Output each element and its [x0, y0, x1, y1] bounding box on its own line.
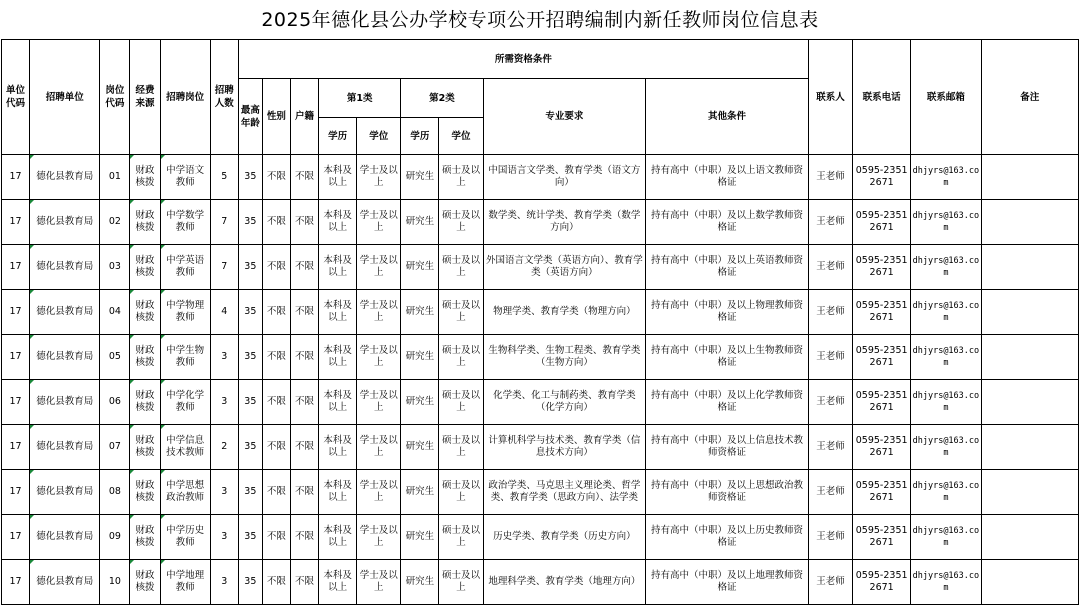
header-other: 其他条件 — [646, 79, 809, 155]
cell-email: dhjyrs@163.com — [911, 200, 981, 245]
header-gender: 性别 — [262, 79, 290, 155]
table-row — [2, 290, 1079, 335]
cell-phone: 0595-23512671 — [853, 335, 911, 380]
cell-contact: 王老师 — [808, 425, 852, 470]
cell-contact: 王老师 — [808, 155, 852, 200]
cell-remark — [981, 200, 1079, 245]
table-row — [2, 560, 1079, 605]
cell-edu1: 本科及以上 — [319, 290, 357, 335]
cell-count: 2 — [210, 425, 238, 470]
header-hukou: 户籍 — [290, 79, 318, 155]
table-row — [2, 470, 1079, 515]
cell-remark — [981, 335, 1079, 380]
cell-contact: 王老师 — [808, 245, 852, 290]
cell-deg2: 硕士及以上 — [439, 425, 483, 470]
cell-post-code: 01 — [100, 155, 130, 200]
cell-unit: 德化县教育局 — [30, 560, 100, 605]
cell-remark — [981, 515, 1079, 560]
table-row — [2, 200, 1079, 245]
cell-gender: 不限 — [262, 380, 290, 425]
header-major: 专业要求 — [483, 79, 646, 155]
cell-hukou: 不限 — [290, 155, 318, 200]
cell-other: 持有高中（中职）及以上语文教师资格证 — [646, 155, 809, 200]
header-cat1-degree: 学位 — [357, 118, 401, 155]
table-row — [2, 335, 1079, 380]
cell-hukou: 不限 — [290, 245, 318, 290]
cell-other: 持有高中（中职）及以上化学教师资格证 — [646, 380, 809, 425]
cell-deg2: 硕士及以上 — [439, 290, 483, 335]
cell-edu1: 本科及以上 — [319, 380, 357, 425]
cell-email: dhjyrs@163.com — [911, 335, 981, 380]
cell-age: 35 — [238, 425, 262, 470]
cell-unit: 德化县教育局 — [30, 245, 100, 290]
cell-gender: 不限 — [262, 425, 290, 470]
cell-post: 中学地理教师 — [160, 560, 210, 605]
cell-age: 35 — [238, 560, 262, 605]
cell-deg1: 学士及以上 — [357, 380, 401, 425]
cell-major: 计算机科学与技术类、教育学类（信息技术方向） — [483, 425, 646, 470]
cell-deg2: 硕士及以上 — [439, 560, 483, 605]
header-unit-code: 单位代码 — [2, 40, 30, 155]
header-cat1-education: 学历 — [319, 118, 357, 155]
cell-hukou: 不限 — [290, 200, 318, 245]
cell-phone: 0595-23512671 — [853, 380, 911, 425]
cell-major: 化学类、化工与制药类、教育学类（化学方向） — [483, 380, 646, 425]
cell-post: 中学语文教师 — [160, 155, 210, 200]
cell-edu1: 本科及以上 — [319, 560, 357, 605]
cell-count: 3 — [210, 560, 238, 605]
cell-major: 数学类、统计学类、教育学类（数学方向） — [483, 200, 646, 245]
cell-edu2: 研究生 — [401, 245, 439, 290]
cell-age: 35 — [238, 290, 262, 335]
cell-edu2: 研究生 — [401, 335, 439, 380]
header-requirements: 所需资格条件 — [238, 40, 808, 79]
cell-hukou: 不限 — [290, 290, 318, 335]
cell-post-code: 08 — [100, 470, 130, 515]
cell-funding: 财政核拨 — [130, 155, 160, 200]
cell-unit-code: 17 — [2, 335, 30, 380]
cell-deg1: 学士及以上 — [357, 425, 401, 470]
cell-post: 中学生物教师 — [160, 335, 210, 380]
cell-other: 持有高中（中职）及以上历史教师资格证 — [646, 515, 809, 560]
cell-post-code: 02 — [100, 200, 130, 245]
cell-hukou: 不限 — [290, 515, 318, 560]
cell-deg2: 硕士及以上 — [439, 515, 483, 560]
page-title: 2025年德化县公办学校专项公开招聘编制内新任教师岗位信息表 — [261, 9, 819, 31]
cell-email: dhjyrs@163.com — [911, 155, 981, 200]
cell-gender: 不限 — [262, 200, 290, 245]
cell-edu1: 本科及以上 — [319, 470, 357, 515]
cell-unit-code: 17 — [2, 380, 30, 425]
cell-funding: 财政核拨 — [130, 470, 160, 515]
header-age: 最高年龄 — [238, 79, 262, 155]
cell-email: dhjyrs@163.com — [911, 380, 981, 425]
cell-hukou: 不限 — [290, 425, 318, 470]
cell-email: dhjyrs@163.com — [911, 470, 981, 515]
cell-count: 7 — [210, 245, 238, 290]
cell-gender: 不限 — [262, 290, 290, 335]
cell-other: 持有高中（中职）及以上思想政治教师资格证 — [646, 470, 809, 515]
cell-unit: 德化县教育局 — [30, 290, 100, 335]
table-row — [2, 245, 1079, 290]
cell-unit-code: 17 — [2, 290, 30, 335]
cell-post-code: 04 — [100, 290, 130, 335]
header-post-code: 岗位代码 — [100, 40, 130, 155]
cell-gender: 不限 — [262, 245, 290, 290]
cell-edu2: 研究生 — [401, 290, 439, 335]
cell-deg2: 硕士及以上 — [439, 200, 483, 245]
cell-funding: 财政核拨 — [130, 380, 160, 425]
cell-gender: 不限 — [262, 515, 290, 560]
cell-funding: 财政核拨 — [130, 245, 160, 290]
cell-phone: 0595-23512671 — [853, 470, 911, 515]
cell-unit-code: 17 — [2, 515, 30, 560]
cell-deg1: 学士及以上 — [357, 245, 401, 290]
cell-deg2: 硕士及以上 — [439, 335, 483, 380]
cell-deg1: 学士及以上 — [357, 515, 401, 560]
cell-remark — [981, 380, 1079, 425]
cell-deg2: 硕士及以上 — [439, 470, 483, 515]
cell-funding: 财政核拨 — [130, 515, 160, 560]
cell-edu1: 本科及以上 — [319, 425, 357, 470]
table-row — [2, 425, 1079, 470]
cell-age: 35 — [238, 470, 262, 515]
cell-remark — [981, 245, 1079, 290]
cell-major: 外国语言文学类（英语方向）、教育学类（英语方向） — [483, 245, 646, 290]
cell-funding: 财政核拨 — [130, 425, 160, 470]
cell-count: 3 — [210, 515, 238, 560]
cell-major: 中国语言文学类、教育学类（语文方向） — [483, 155, 646, 200]
cell-email: dhjyrs@163.com — [911, 515, 981, 560]
cell-email: dhjyrs@163.com — [911, 290, 981, 335]
cell-email: dhjyrs@163.com — [911, 425, 981, 470]
cell-contact: 王老师 — [808, 470, 852, 515]
cell-post: 中学思想政治教师 — [160, 470, 210, 515]
cell-count: 3 — [210, 380, 238, 425]
cell-unit-code: 17 — [2, 245, 30, 290]
cell-post-code: 09 — [100, 515, 130, 560]
cell-edu2: 研究生 — [401, 380, 439, 425]
cell-funding: 财政核拨 — [130, 560, 160, 605]
cell-gender: 不限 — [262, 560, 290, 605]
cell-post: 中学信息技术教师 — [160, 425, 210, 470]
cell-other: 持有高中（中职）及以上生物教师资格证 — [646, 335, 809, 380]
cell-age: 35 — [238, 335, 262, 380]
cell-edu2: 研究生 — [401, 155, 439, 200]
cell-age: 35 — [238, 245, 262, 290]
cell-deg1: 学士及以上 — [357, 155, 401, 200]
cell-contact: 王老师 — [808, 560, 852, 605]
header-cat2-education: 学历 — [401, 118, 439, 155]
cell-edu1: 本科及以上 — [319, 245, 357, 290]
cell-funding: 财政核拨 — [130, 290, 160, 335]
cell-email: dhjyrs@163.com — [911, 245, 981, 290]
cell-hukou: 不限 — [290, 380, 318, 425]
cell-count: 7 — [210, 200, 238, 245]
cell-post-code: 10 — [100, 560, 130, 605]
cell-phone: 0595-23512671 — [853, 560, 911, 605]
cell-major: 政治学类、马克思主义理论类、哲学类、教育学类（思政方向）、法学类 — [483, 470, 646, 515]
cell-remark — [981, 425, 1079, 470]
cell-contact: 王老师 — [808, 290, 852, 335]
cell-hukou: 不限 — [290, 470, 318, 515]
cell-funding: 财政核拨 — [130, 200, 160, 245]
cell-post-code: 03 — [100, 245, 130, 290]
cell-edu1: 本科及以上 — [319, 515, 357, 560]
cell-gender: 不限 — [262, 470, 290, 515]
cell-post: 中学数学教师 — [160, 200, 210, 245]
cell-edu2: 研究生 — [401, 470, 439, 515]
cell-edu1: 本科及以上 — [319, 200, 357, 245]
cell-unit-code: 17 — [2, 425, 30, 470]
cell-hukou: 不限 — [290, 560, 318, 605]
cell-other: 持有高中（中职）及以上数学教师资格证 — [646, 200, 809, 245]
cell-post-code: 07 — [100, 425, 130, 470]
cell-remark — [981, 560, 1079, 605]
cell-phone: 0595-23512671 — [853, 200, 911, 245]
cell-major: 物理学类、教育学类（物理方向） — [483, 290, 646, 335]
cell-deg1: 学士及以上 — [357, 470, 401, 515]
cell-major: 生物科学类、生物工程类、教育学类（生物方向） — [483, 335, 646, 380]
header-post: 招聘岗位 — [160, 40, 210, 155]
cell-deg2: 硕士及以上 — [439, 155, 483, 200]
cell-unit: 德化县教育局 — [30, 425, 100, 470]
header-cat2: 第2类 — [401, 79, 483, 118]
cell-contact: 王老师 — [808, 515, 852, 560]
cell-post-code: 06 — [100, 380, 130, 425]
cell-edu2: 研究生 — [401, 200, 439, 245]
cell-edu2: 研究生 — [401, 425, 439, 470]
cell-post: 中学化学教师 — [160, 380, 210, 425]
cell-major: 历史学类、教育学类（历史方向） — [483, 515, 646, 560]
cell-remark — [981, 155, 1079, 200]
cell-deg1: 学士及以上 — [357, 335, 401, 380]
cell-contact: 王老师 — [808, 380, 852, 425]
header-contact: 联系人 — [808, 40, 852, 155]
cell-phone: 0595-23512671 — [853, 155, 911, 200]
table-row — [2, 155, 1079, 200]
cell-unit: 德化县教育局 — [30, 515, 100, 560]
cell-post: 中学英语教师 — [160, 245, 210, 290]
cell-remark — [981, 290, 1079, 335]
cell-deg1: 学士及以上 — [357, 290, 401, 335]
cell-deg1: 学士及以上 — [357, 200, 401, 245]
cell-count: 3 — [210, 335, 238, 380]
cell-phone: 0595-23512671 — [853, 245, 911, 290]
cell-age: 35 — [238, 200, 262, 245]
cell-unit: 德化县教育局 — [30, 200, 100, 245]
cell-unit-code: 17 — [2, 470, 30, 515]
cell-contact: 王老师 — [808, 335, 852, 380]
cell-other: 持有高中（中职）及以上英语教师资格证 — [646, 245, 809, 290]
cell-unit-code: 17 — [2, 155, 30, 200]
cell-count: 5 — [210, 155, 238, 200]
table-row — [2, 380, 1079, 425]
cell-unit: 德化县教育局 — [30, 335, 100, 380]
cell-deg1: 学士及以上 — [357, 560, 401, 605]
cell-unit-code: 17 — [2, 200, 30, 245]
cell-edu1: 本科及以上 — [319, 155, 357, 200]
cell-count: 3 — [210, 470, 238, 515]
cell-unit: 德化县教育局 — [30, 470, 100, 515]
table-row — [2, 515, 1079, 560]
cell-gender: 不限 — [262, 155, 290, 200]
cell-post: 中学历史教师 — [160, 515, 210, 560]
header-cat2-degree: 学位 — [439, 118, 483, 155]
cell-unit-code: 17 — [2, 560, 30, 605]
header-funding: 经费来源 — [130, 40, 160, 155]
cell-edu2: 研究生 — [401, 560, 439, 605]
cell-post: 中学物理教师 — [160, 290, 210, 335]
cell-contact: 王老师 — [808, 200, 852, 245]
header-phone: 联系电话 — [853, 40, 911, 155]
cell-age: 35 — [238, 380, 262, 425]
header-remark: 备注 — [981, 40, 1079, 155]
cell-count: 4 — [210, 290, 238, 335]
cell-hukou: 不限 — [290, 335, 318, 380]
header-count: 招聘人数 — [210, 40, 238, 155]
header-email: 联系邮箱 — [911, 40, 981, 155]
cell-phone: 0595-23512671 — [853, 515, 911, 560]
cell-deg2: 硕士及以上 — [439, 245, 483, 290]
cell-post-code: 05 — [100, 335, 130, 380]
cell-other: 持有高中（中职）及以上地理教师资格证 — [646, 560, 809, 605]
cell-unit: 德化县教育局 — [30, 380, 100, 425]
cell-email: dhjyrs@163.com — [911, 560, 981, 605]
cell-age: 35 — [238, 515, 262, 560]
cell-gender: 不限 — [262, 335, 290, 380]
cell-other: 持有高中（中职）及以上信息技术教师资格证 — [646, 425, 809, 470]
cell-funding: 财政核拨 — [130, 335, 160, 380]
positions-table — [1, 39, 1079, 605]
cell-phone: 0595-23512671 — [853, 290, 911, 335]
cell-remark — [981, 470, 1079, 515]
header-unit: 招聘单位 — [30, 40, 100, 155]
cell-age: 35 — [238, 155, 262, 200]
cell-edu2: 研究生 — [401, 515, 439, 560]
header-cat1: 第1类 — [319, 79, 401, 118]
cell-phone: 0595-23512671 — [853, 425, 911, 470]
cell-other: 持有高中（中职）及以上物理教师资格证 — [646, 290, 809, 335]
cell-unit: 德化县教育局 — [30, 155, 100, 200]
cell-deg2: 硕士及以上 — [439, 380, 483, 425]
cell-major: 地理科学类、教育学类（地理方向） — [483, 560, 646, 605]
cell-edu1: 本科及以上 — [319, 335, 357, 380]
